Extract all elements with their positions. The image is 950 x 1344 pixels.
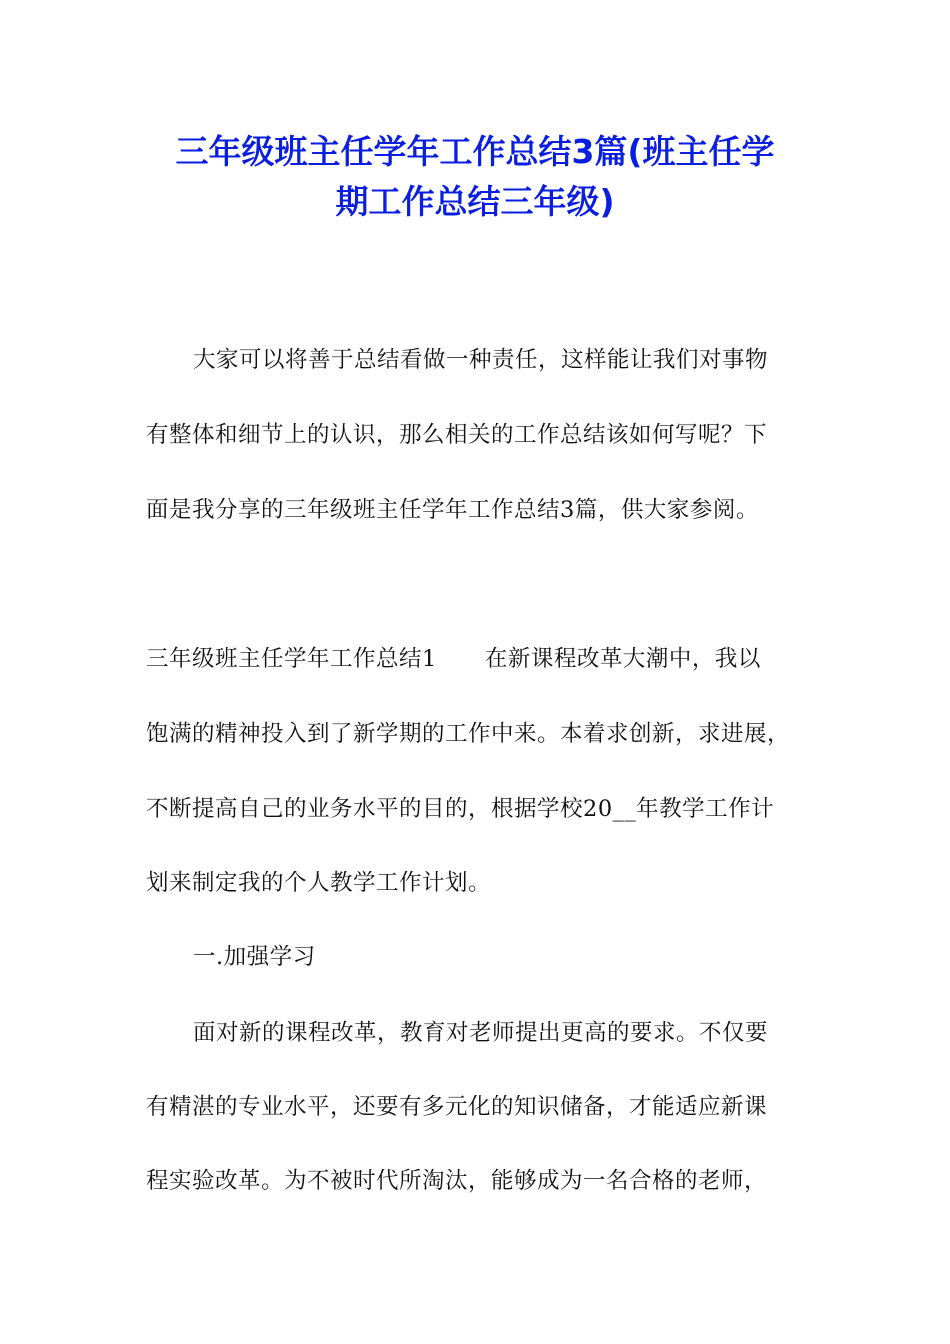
section-1-first-line bbox=[146, 644, 761, 674]
intro-line-3: 面是我分享的三年级班主任学年工作总结3篇，供大家参阅。 bbox=[146, 497, 759, 523]
intro-line-2: 有整体和细节上的认识，那么相关的工作总结该如何写呢？下 bbox=[146, 422, 768, 448]
section-1-heading: 三年级班主任学年工作总结1 bbox=[146, 646, 437, 672]
document-title-line-2: 期工作总结三年级) bbox=[335, 182, 615, 221]
document-title-line-1: 三年级班主任学年工作总结3篇(班主任学 bbox=[175, 132, 775, 171]
section-1-line-3: 不断提高自己的业务水平的目的，根据学校20__年教学工作计 bbox=[146, 796, 775, 822]
section-1-line-2: 饱满的精神投入到了新学期的工作中来。本着求创新，求进展， bbox=[146, 721, 791, 747]
subsection-1-line-2: 有精湛的专业水平，还要有多元化的知识储备，才能适应新课 bbox=[146, 1094, 768, 1120]
section-1-first-line-rest: 在新课程改革大潮中，我以 bbox=[484, 646, 761, 672]
intro-line-1: 大家可以将善于总结看做一种责任，这样能让我们对事物 bbox=[193, 347, 769, 373]
subsection-1-line-3: 程实验改革。为不被时代所淘汰，能够成为一名合格的老师， bbox=[146, 1168, 768, 1194]
subsection-1-heading: 一.加强学习 bbox=[193, 944, 316, 970]
section-1-line-4: 划来制定我的个人教学工作计划。 bbox=[146, 870, 492, 896]
subsection-1-line-1: 面对新的课程改革，教育对老师提出更高的要求。不仅要 bbox=[193, 1020, 769, 1046]
